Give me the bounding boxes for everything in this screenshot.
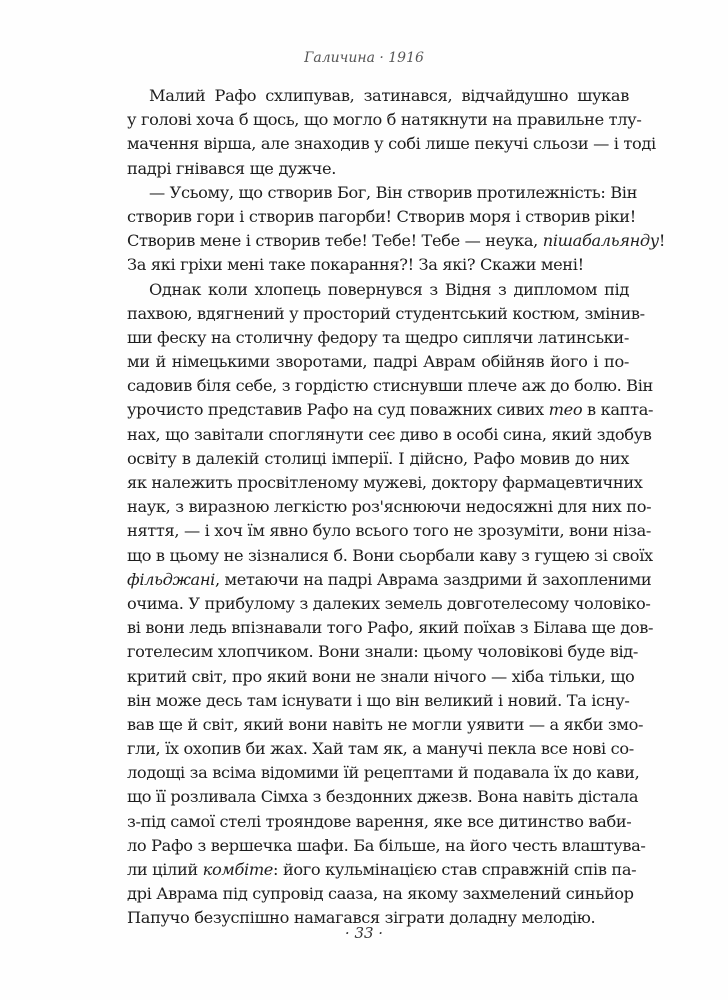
text-line: готелесим хлопчиком. Вони знали: цьому чоловікові буде від- — [127, 642, 639, 662]
text-line: няття, — і хоч їм явно було всього того не зрозуміти, вони ніза- — [127, 521, 652, 541]
text-line: ши феску на столичну федору та щедро сиплячи латинськи- — [127, 327, 629, 347]
text-line: пахвою, вдягнений у просторий студентський костюм, змінив- — [127, 303, 645, 323]
italic-term: комбіте — [202, 860, 274, 879]
text-line: нах, що завітали споглянути сеє диво в особі сина, який здобув — [127, 424, 652, 444]
text-line: що її розливала Сімха з бездонних джезв. Вона навіть дістала — [127, 787, 639, 807]
text-line: з-під самої стелі трояндове варення, яке все дитинство ваби- — [127, 811, 632, 831]
text-line: ві вони ледь впізнавали того Рафо, який поїхав з Білава ще дов- — [127, 618, 654, 638]
text-line: очима. У прибулому з далеких земель довготелесому чоловіко- — [127, 593, 651, 613]
text-run: : його кульмінацією став справжній спів па- — [273, 860, 637, 879]
text-line: створив гори і створив пагорби! Створив моря і створив ріки! — [127, 206, 636, 226]
text-line — [127, 229, 665, 253]
italic-term: тео — [548, 400, 583, 420]
text-line: дрі Аврама під супровід сааза, на якому захмелений синьйор — [127, 884, 634, 904]
text-line: Малий Рафо схлипував, затинався, відчайдушно шукав — [149, 86, 629, 105]
text-line: ми й німецькими зворотами, падрі Аврам обійняв його і по- — [127, 352, 629, 372]
running-head: Галичина · 1916 — [304, 50, 424, 66]
text-run: , метаючи на падрі Аврама заздрими й захопленими — [214, 569, 652, 589]
text-line: як належить просвітленому мужеві, доктору фармацевтичних — [127, 473, 643, 492]
text-run: Створив мене і створив тебе! Тебе! Тебе — неука, — [127, 231, 543, 251]
text-line: Папучо безуспішно намагався зіграти доладну мелодію. — [127, 908, 596, 928]
text-line: він може десь там існувати і що він великий і новий. Та існу- — [127, 690, 630, 710]
text-line: у голові хоча б щось, що могло б натякнути на правильне тлу- — [127, 110, 642, 130]
text-line: освіту в далекій столиці імперії. І дійсно, Рафо мовив до них — [127, 448, 629, 468]
text-line: вав ще й світ, який вони навіть не могли уявити — а якби змо- — [127, 714, 644, 734]
text-line — [127, 568, 652, 592]
text-line: — Усьому, що створив Бог, Він створив протилежність: Він — [149, 182, 638, 202]
text-line — [127, 398, 654, 422]
italic-term: пішабальянду — [542, 231, 659, 251]
text-line: За які гріхи мені таке покарання?! За які? Скажи мені! — [127, 255, 584, 275]
text-line: критий світ, про який вони не знали нічого — хіба тільки, що — [127, 666, 635, 686]
text-line: лодощі за всіма відомими їй рецептами й подавала їх до кави, — [127, 763, 640, 783]
text-line: Однак коли хлопець повернувся з Відня з дипломом під — [149, 279, 629, 299]
text-run: урочисто представив Рафо на суд поважних сивих — [127, 400, 549, 420]
text-line: наук, з виразною легкістю роз'яснюючи недосяжні для них по- — [127, 497, 652, 517]
text-line: садовив біля себе, з гордістю стиснувши плече аж до болю. Він — [127, 376, 653, 396]
text-run: ! — [658, 231, 665, 251]
text-run: в капта- — [582, 400, 654, 420]
page-number: · 33 · — [344, 924, 384, 942]
italic-term: фільджані — [127, 569, 215, 589]
text-run: ли цілий — [127, 860, 203, 879]
text-line: гли, їх охопив би жах. Хай там як, а манучі пекла все нові со- — [127, 739, 634, 759]
text-line: ло Рафо з вершечка шафи. Ба більше, на його честь влаштува- — [127, 835, 646, 855]
text-line: що в цьому не зізналися б. Вони сьорбали каву з гущею зі своїх — [127, 545, 653, 565]
text-line — [127, 858, 637, 882]
text-line: мачення вірша, але знаходив у собі лише пекучі сльози — і тоді — [127, 134, 656, 154]
body-text — [127, 84, 665, 931]
text-line: падрі гнівався ще дужче. — [127, 158, 337, 178]
